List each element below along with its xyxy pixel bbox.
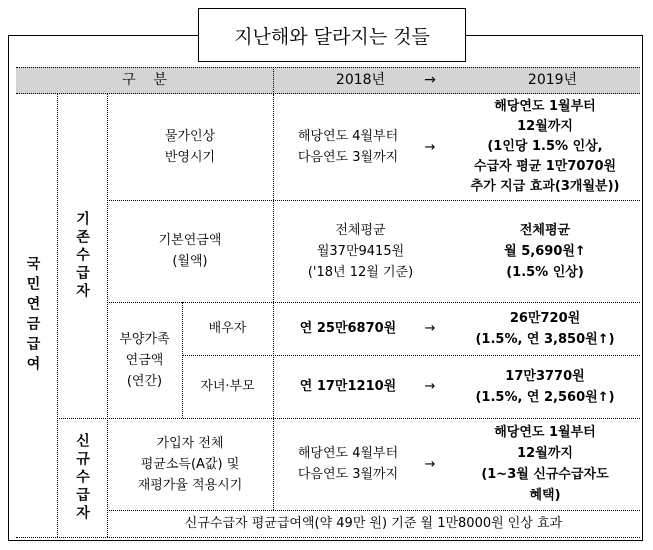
- group-existing: 기존수급자: [74, 211, 90, 301]
- row2-from: [273, 200, 448, 302]
- row4-label: [107, 418, 273, 510]
- text: 다음연도 3월까지: [297, 467, 399, 482]
- text: ('18년 12월 기준): [307, 264, 414, 280]
- section-label: 국민연금급여: [24, 255, 41, 376]
- row3-label: [107, 302, 182, 418]
- arrow: →: [424, 456, 436, 472]
- text: 기본연금액: [158, 233, 222, 248]
- text: 연금액: [125, 352, 164, 368]
- text: 26만720원: [509, 310, 581, 326]
- text: (월액): [172, 254, 208, 269]
- text: 해당연도 4월부터: [297, 446, 399, 461]
- divider: [273, 67, 274, 94]
- new-recipient-note: 신규수급자 평균급여액(약 49만 원) 기준 월 1만8000원 인상 효과: [184, 516, 563, 531]
- text: 전체평균: [519, 222, 571, 238]
- text: (1.5% 인상): [506, 264, 584, 280]
- group-new: 신규수급자: [74, 432, 90, 523]
- text: 해당연도 1월부터: [494, 425, 596, 440]
- text: (1~3월 신규수급자도: [481, 467, 609, 482]
- row2-to: [450, 200, 640, 302]
- arrow: →: [424, 379, 436, 394]
- row1-to: [450, 94, 640, 200]
- text: 부양가족: [119, 331, 170, 347]
- header-year-from: 2018년: [335, 72, 386, 88]
- text: 12월까지: [517, 119, 573, 134]
- text: 평균소득(A값) 및: [140, 456, 240, 472]
- text: 해당연도 4월부터: [297, 129, 399, 144]
- children-to: [450, 355, 640, 418]
- spouse-to: [450, 302, 640, 355]
- text: 물가인상: [164, 129, 216, 144]
- text: 반영시기: [164, 150, 216, 165]
- text: 해당연도 1월부터: [494, 99, 596, 114]
- row1-label: [107, 94, 273, 200]
- header-year-to: 2019년: [527, 72, 578, 88]
- text: (연간): [126, 373, 163, 389]
- text: 전체평균: [335, 222, 386, 238]
- text: 월37만9415원: [316, 243, 405, 259]
- sub-label-children-parents: 자녀·부모: [200, 379, 255, 394]
- header-category: 구 분: [122, 72, 167, 88]
- text: 재평가율 적용시기: [137, 477, 243, 493]
- arrow: →: [424, 139, 436, 155]
- row1-from: [273, 94, 423, 200]
- children-from: 연 17만1210원: [299, 379, 397, 394]
- divider: [16, 537, 640, 538]
- row4-to: [450, 418, 640, 510]
- text: 다음연도 3월까지: [297, 150, 399, 165]
- arrow: →: [424, 321, 436, 336]
- sub-label-spouse: 배우자: [208, 321, 247, 336]
- text: 수급자 평균 1만7070원: [473, 159, 617, 174]
- row4-from: [273, 418, 423, 510]
- header-arrow: →: [424, 72, 436, 88]
- text: (1.5%, 연 3,850원↑): [475, 331, 615, 347]
- text: 추가 지급 효과(3개월분)): [470, 179, 620, 194]
- text: 혜택): [529, 488, 561, 503]
- row2-label: [107, 200, 273, 302]
- page-title: 지난해와 달라지는 것들: [198, 8, 466, 62]
- text: 월 5,690원↑: [504, 243, 586, 259]
- text: 가입자 전체: [156, 435, 224, 451]
- text: 17만3770원: [505, 368, 585, 384]
- text: (1인당 1.5% 인상,: [487, 139, 603, 154]
- text: (1.5%, 연 2,560원↑): [475, 389, 615, 405]
- spouse-from: 연 25만6870원: [299, 321, 397, 336]
- text: 12월까지: [517, 446, 573, 461]
